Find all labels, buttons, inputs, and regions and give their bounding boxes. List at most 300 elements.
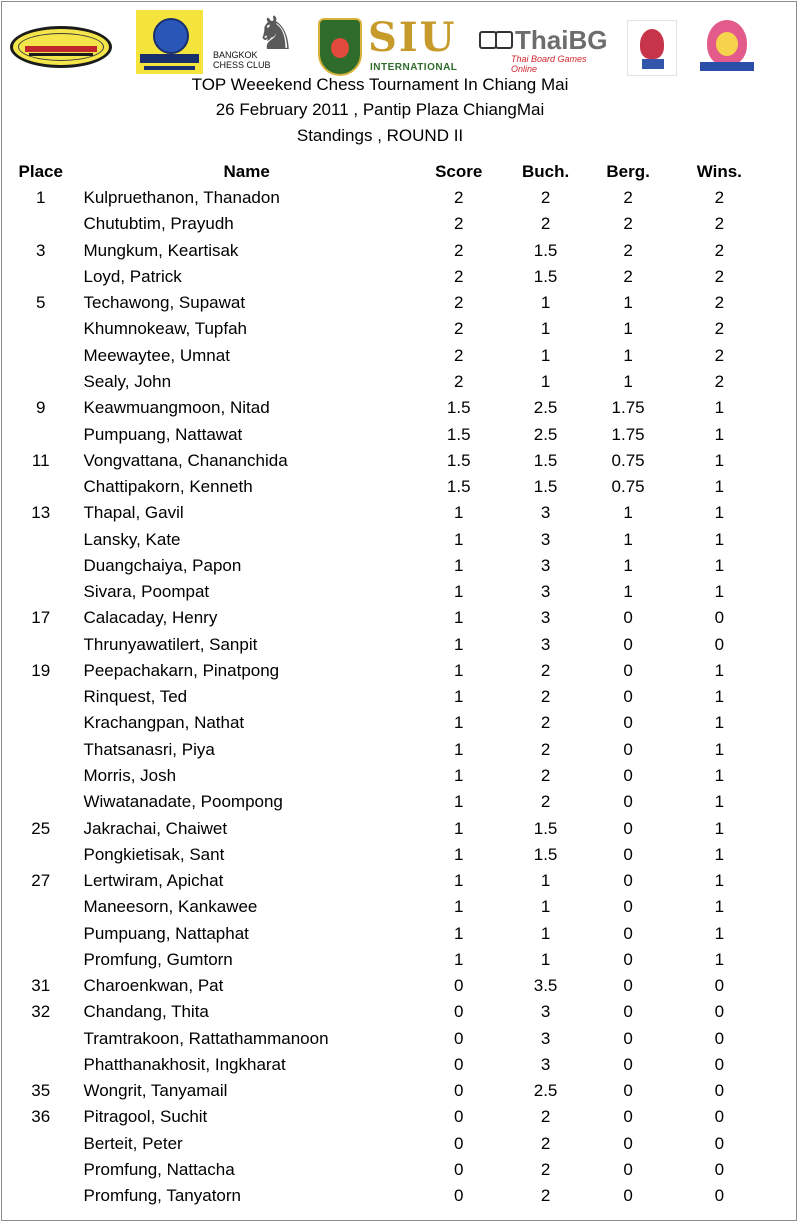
berger-cell: 1 [623,345,633,365]
player-name-cell: Morris, Josh [83,765,177,785]
buchholz-cell: 1 [540,897,551,917]
buchholz-cell: 2 [540,713,551,733]
player-name-cell: Promfung, Gumtorn [83,949,233,969]
table-row [6,500,766,526]
player-name-cell: Mungkum, Keartisak [83,240,239,260]
score-cell: 2 [453,266,464,286]
place-cell [6,369,75,395]
tournament-title: TOP Weeekend Chess Tournament In Chiang Mai [191,75,569,94]
berger-cell: 2 [623,266,633,286]
player-name-cell: Promfung, Tanyatorn [83,1186,241,1206]
place-cell [6,920,75,946]
score-cell: 1 [453,660,464,680]
berger-cell: 0 [623,608,633,628]
player-name-cell: Techawong, Supawat [83,293,246,313]
berger-cell: 0 [623,765,633,785]
wins-cell: 0 [714,1107,725,1127]
wins-cell: 1 [714,713,725,733]
table-row [6,553,766,579]
player-name-cell: Tramtrakoon, Rattathammanoon [83,1028,329,1048]
table-row [6,1183,766,1209]
buchholz-cell: 2 [540,687,551,707]
table-row [6,238,766,264]
wins-cell: 2 [714,188,725,208]
place-cell: 11 [31,450,50,470]
place-cell [6,632,75,658]
wins-cell: 1 [714,398,725,418]
score-cell: 1 [453,529,464,549]
berger-cell: 0 [623,713,633,733]
pantip-logo [136,10,203,74]
buchholz-cell: 3 [540,555,551,575]
wins-cell: 1 [714,949,725,969]
buchholz-cell: 2.5 [533,424,558,444]
berger-cell: 0 [623,792,633,812]
table-row [6,894,766,920]
berger-cell: 0 [623,1159,633,1179]
berger-cell: 1 [623,293,633,313]
wins-cell: 0 [714,1159,725,1179]
buchholz-cell: 2 [540,1159,551,1179]
table-row [6,710,766,736]
buchholz-cell: 3 [540,503,551,523]
buchholz-cell: 2 [540,765,551,785]
berger-cell: 0 [623,844,633,864]
buchholz-cell: 2 [540,1107,551,1127]
player-name-cell: Promfung, Nattacha [83,1159,235,1179]
column-header-score: Score [435,162,483,181]
buchholz-cell: 1.5 [533,477,558,497]
place-cell [6,737,75,763]
buchholz-cell: 2 [540,739,551,759]
score-cell: 2 [453,345,464,365]
score-cell: 0 [453,1186,464,1206]
berger-cell: 1 [623,555,633,575]
berger-cell: 0 [623,976,633,996]
player-name-cell: Pitragool, Suchit [83,1107,208,1127]
wins-cell: 1 [714,555,725,575]
berger-cell: 0 [623,1081,633,1101]
score-cell: 0 [453,1107,464,1127]
player-name-cell: Wiwatanadate, Poompong [83,792,283,812]
table-row [6,868,766,894]
score-cell: 1.5 [446,398,471,418]
place-cell [6,264,75,290]
column-header-name: Name [223,162,270,181]
player-name-cell: Maneesorn, Kankawee [83,897,258,917]
score-cell: 1 [453,765,464,785]
berger-cell: 1 [623,319,633,339]
column-header-wins: Wins. [696,162,742,181]
wins-cell: 2 [714,293,725,313]
column-header-buchholz: Buch. [521,162,570,181]
table-row [6,920,766,946]
table-row [6,842,766,868]
score-cell: 1 [453,739,464,759]
buchholz-cell: 1 [540,293,551,313]
player-name-cell: Sivara, Poompat [83,582,210,602]
place-cell [6,1026,75,1052]
table-row [6,789,766,815]
column-header-berger: Berg. [606,162,650,181]
berger-cell: 0 [623,949,633,969]
score-cell: 1.5 [446,450,471,470]
wins-cell: 1 [714,687,725,707]
place-cell [6,421,75,447]
table-row [6,658,766,684]
wins-cell: 1 [714,477,725,497]
buchholz-cell: 1.5 [533,818,558,838]
place-cell: 1 [36,188,46,208]
table-row [6,947,766,973]
berger-cell: 0 [623,1054,633,1074]
table-row [6,395,766,421]
player-name-cell: Vongvattana, Chananchida [83,450,288,470]
emblem-logo [627,20,677,76]
buchholz-cell: 2 [540,188,551,208]
player-name-cell: Berteit, Peter [83,1133,183,1153]
buchholz-cell: 1 [540,345,551,365]
standings-table [6,159,766,1209]
place-cell [6,789,75,815]
score-cell: 1 [453,923,464,943]
score-cell: 2 [453,188,464,208]
wins-cell: 2 [714,345,725,365]
table-row [6,684,766,710]
player-name-cell: Pongkietisak, Sant [83,844,225,864]
wins-cell: 1 [714,582,725,602]
berger-cell: 1.75 [611,398,645,418]
tournament-date-venue: 26 February 2011 , Pantip Plaza ChiangMai [215,100,545,119]
thaibg-logo [479,25,615,74]
buchholz-cell: 2.5 [533,1081,558,1101]
buchholz-cell: 3.5 [533,976,558,996]
buchholz-cell: 3 [540,529,551,549]
wins-cell: 2 [714,266,725,286]
place-cell: 35 [31,1081,51,1101]
score-cell: 1 [453,555,464,575]
place-cell [6,1052,75,1078]
buchholz-cell: 2 [540,1186,551,1206]
place-cell [6,763,75,789]
sponsor-logos [0,8,800,72]
player-name-cell: Thrunyawatilert, Sanpit [83,634,258,654]
table-row [6,369,766,395]
wins-cell: 1 [714,818,725,838]
buchholz-cell: 2 [540,1133,551,1153]
wins-cell: 1 [714,792,725,812]
player-name-cell: Chutubtim, Prayudh [83,214,234,234]
place-cell [6,343,75,369]
place-cell [6,1183,75,1209]
buchholz-cell: 2 [540,792,551,812]
wins-cell: 0 [714,1028,725,1048]
buchholz-cell: 2.5 [533,398,558,418]
wins-cell: 1 [714,450,725,470]
table-row [6,632,766,658]
score-cell: 2 [453,214,464,234]
berger-cell: 0.75 [611,450,645,470]
score-cell: 2 [453,240,464,260]
player-name-cell: Chandang, Thita [83,1002,209,1022]
score-cell: 1 [453,713,464,733]
place-cell [6,842,75,868]
player-name-cell: Chattipakorn, Kenneth [83,477,253,497]
score-cell: 1 [453,608,464,628]
berger-cell: 0 [623,1186,633,1206]
buchholz-cell: 3 [540,1002,551,1022]
buchholz-cell: 1 [540,923,551,943]
score-cell: 1 [453,503,464,523]
place-cell: 19 [31,660,51,680]
berger-cell: 0 [623,1028,633,1048]
buchholz-cell: 3 [540,634,551,654]
score-cell: 0 [453,1028,464,1048]
buchholz-cell: 3 [540,608,551,628]
player-name-cell: Loyd, Patrick [83,266,182,286]
wins-cell: 1 [714,897,725,917]
buchholz-cell: 1 [540,319,551,339]
wins-cell: 1 [714,923,725,943]
berger-cell: 0 [623,660,633,680]
wins-cell: 0 [714,634,725,654]
berger-cell: 0 [623,818,633,838]
wins-cell: 2 [714,240,725,260]
score-cell: 1.5 [446,477,471,497]
score-cell: 0 [453,1054,464,1074]
score-cell: 1 [453,949,464,969]
table-row [6,605,766,631]
wins-cell: 0 [714,1081,725,1101]
wins-cell: 0 [714,1186,725,1206]
player-name-cell: Krachangpan, Nathat [83,713,245,733]
wins-cell: 2 [714,214,725,234]
wins-cell: 1 [714,871,725,891]
wins-cell: 1 [714,765,725,785]
place-cell [6,1157,75,1183]
berger-cell: 0 [623,634,633,654]
player-name-cell: Rinquest, Ted [83,687,188,707]
table-row [6,185,766,211]
table-row [6,264,766,290]
place-cell: 3 [36,240,46,260]
berger-cell: 1 [623,371,633,391]
table-row [6,211,766,237]
score-cell: 1 [453,687,464,707]
score-cell: 1 [453,871,464,891]
player-name-cell: Thatsanasri, Piya [83,739,215,759]
berger-cell: 2 [623,240,633,260]
table-row [6,815,766,841]
score-cell: 1 [453,582,464,602]
table-row [6,1052,766,1078]
place-cell [6,316,75,342]
buchholz-cell: 1.5 [533,266,558,286]
score-cell: 2 [453,293,464,313]
table-row [6,343,766,369]
place-cell [6,553,75,579]
berger-cell: 1 [623,529,633,549]
berger-cell: 0 [623,1107,633,1127]
buchholz-cell: 1.5 [533,844,558,864]
siu-text: SIU [368,14,457,61]
player-name-cell: Calacaday, Henry [83,608,218,628]
wins-cell: 1 [714,844,725,864]
table-row [6,1078,766,1104]
player-name-cell: Sealy, John [83,371,172,391]
player-name-cell: Wongrit, Tanyamail [83,1081,228,1101]
score-cell: 2 [453,371,464,391]
wins-cell: 1 [714,424,725,444]
table-row [6,999,766,1025]
association-logo [10,26,112,68]
wins-cell: 0 [714,1133,725,1153]
bangkok-chess-club-text: BANGKOK CHESS CLUB [213,50,271,70]
berger-cell: 1 [623,503,633,523]
player-name-cell: Charoenkwan, Pat [83,976,224,996]
wins-cell: 0 [714,1002,725,1022]
berger-cell: 0 [623,1133,633,1153]
place-cell [6,684,75,710]
score-cell: 2 [453,319,464,339]
berger-cell: 0 [623,1002,633,1022]
place-cell: 32 [31,1002,51,1022]
berger-cell: 0 [623,687,633,707]
place-cell: 17 [31,608,51,628]
table-row [6,316,766,342]
score-cell: 1 [453,792,464,812]
buchholz-cell: 1 [540,949,551,969]
table-row [6,737,766,763]
place-cell [6,579,75,605]
buchholz-cell: 3 [540,1054,551,1074]
buchholz-cell: 3 [540,1028,551,1048]
place-cell: 36 [31,1107,51,1127]
siu-logo [366,16,462,76]
chess-knight-icon: ♞ [255,6,297,60]
place-cell: 25 [31,818,51,838]
thaibg-text: ThaiBG [515,25,608,55]
place-cell [6,474,75,500]
player-name-cell: Pumpuang, Nattawat [83,424,243,444]
score-cell: 0 [453,1159,464,1179]
table-row [6,421,766,447]
buchholz-cell: 2 [540,214,551,234]
place-cell [6,894,75,920]
place-cell: 9 [36,398,46,418]
table-row [6,290,766,316]
player-name-cell: Phatthanakhosit, Ingkharat [83,1054,286,1074]
score-cell: 1 [453,818,464,838]
table-row [6,1104,766,1130]
player-name-cell: Meewaytee, Umnat [83,345,230,365]
bangkok-chess-club-logo [213,6,299,74]
wins-cell: 0 [714,608,725,628]
buchholz-cell: 3 [540,582,551,602]
player-name-cell: Keawmuangmoon, Nitad [83,398,270,418]
player-name-cell: Duangchaiya, Papon [83,555,242,575]
wins-cell: 1 [714,739,725,759]
siu-subtitle: INTERNATIONAL [370,62,458,73]
score-cell: 1.5 [446,424,471,444]
table-row [6,579,766,605]
wins-cell: 2 [714,371,725,391]
wins-cell: 1 [714,660,725,680]
player-name-cell: Peepachakarn, Pinatpong [83,660,280,680]
wins-cell: 1 [714,503,725,523]
buchholz-cell: 1 [540,371,551,391]
player-name-cell: Khumnokeaw, Tupfah [83,319,247,339]
standings-round: Standings , ROUND II [296,126,464,145]
berger-cell: 2 [623,188,633,208]
player-name-cell: Jakrachai, Chaiwet [83,818,228,838]
score-cell: 0 [453,976,464,996]
university-crest-icon [318,18,362,76]
score-cell: 0 [453,1133,464,1153]
berger-cell: 0 [623,923,633,943]
score-cell: 1 [453,844,464,864]
table-row [6,448,766,474]
table-header-row [6,159,766,185]
place-cell [6,1131,75,1157]
wins-cell: 1 [714,529,725,549]
berger-cell: 0.75 [611,477,645,497]
table-row [6,1131,766,1157]
board-square-icon [495,31,513,49]
place-cell: 27 [31,871,51,891]
place-cell: 13 [31,503,51,523]
thaibg-tagline: Thai Board Games Online [511,54,587,74]
player-name-cell: Lansky, Kate [83,529,181,549]
table-row [6,973,766,999]
place-cell [6,211,75,237]
berger-cell: 0 [623,871,633,891]
table-row [6,1026,766,1052]
berger-cell: 2 [623,214,633,234]
wins-cell: 2 [714,319,725,339]
place-cell: 31 [31,976,51,996]
berger-cell: 1 [623,582,633,602]
wins-cell: 0 [714,976,725,996]
score-cell: 1 [453,634,464,654]
berger-cell: 0 [623,739,633,759]
wins-cell: 0 [714,1054,725,1074]
place-cell [6,710,75,736]
score-cell: 1 [453,897,464,917]
player-name-cell: Lertwiram, Apichat [83,871,224,891]
player-name-cell: Pumpuang, Nattaphat [83,923,249,943]
berger-cell: 0 [623,897,633,917]
table-row [6,474,766,500]
buchholz-cell: 2 [540,660,551,680]
berger-cell: 1.75 [611,424,645,444]
score-cell: 0 [453,1081,464,1101]
table-row [6,763,766,789]
buchholz-cell: 1.5 [533,240,558,260]
column-header-place: Place [18,162,63,181]
place-cell: 5 [36,293,46,313]
player-name-cell: Thapal, Gavil [83,503,184,523]
place-cell [6,947,75,973]
table-row [6,1157,766,1183]
table-row [6,526,766,552]
player-name-cell: Kulpruethanon, Thanadon [83,188,280,208]
seal-logo [700,20,754,76]
buchholz-cell: 1.5 [533,450,558,470]
score-cell: 0 [453,1002,464,1022]
place-cell [6,526,75,552]
buchholz-cell: 1 [540,871,551,891]
